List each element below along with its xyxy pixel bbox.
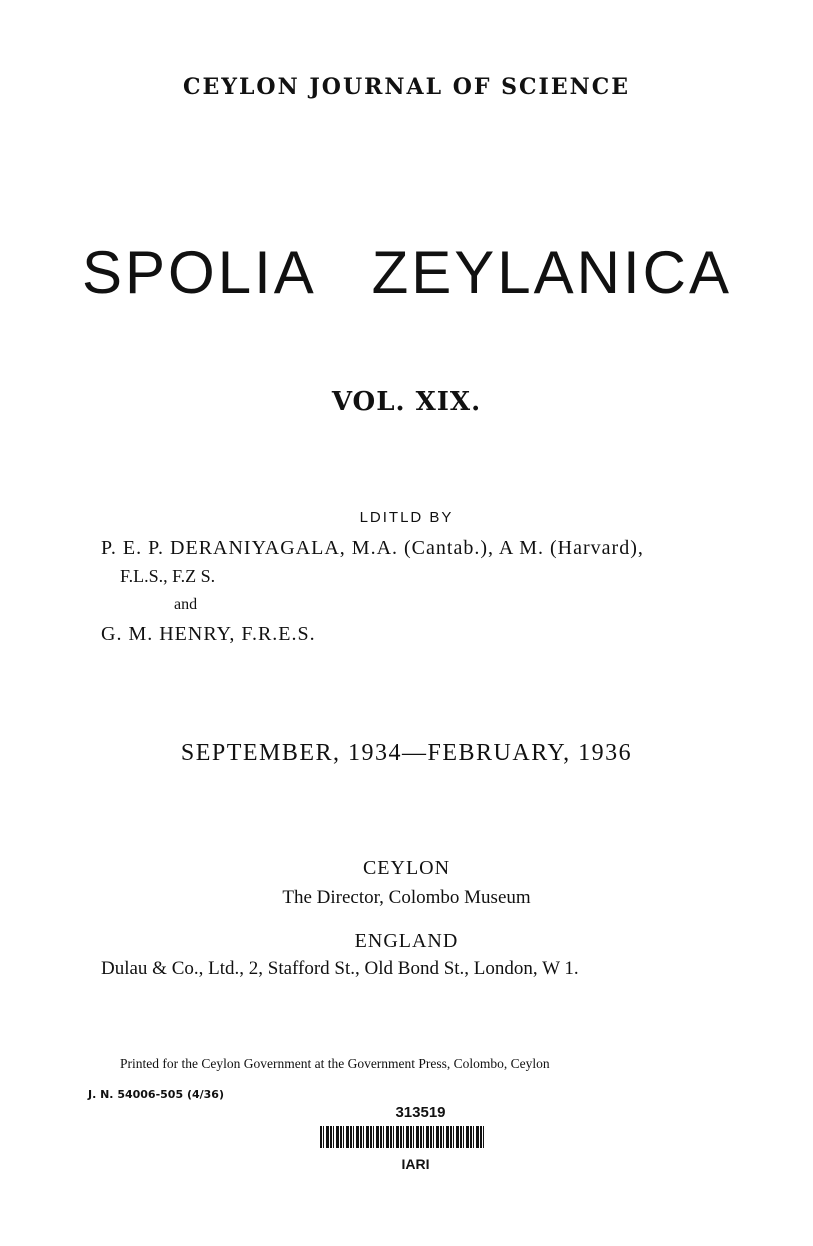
england-heading: ENGLAND — [354, 930, 459, 952]
accession-number: 313519 — [395, 1104, 446, 1121]
editor-secondary-name: G. M. HENRY, F.R.E.S. — [101, 623, 316, 645]
volume-number: VOL. XIX. — [331, 387, 482, 417]
job-number: J. N. 54006-505 (4/36) — [88, 1088, 224, 1101]
ceylon-publisher: The Director, Colombo Museum — [282, 887, 531, 908]
journal-title — [82, 238, 732, 307]
journal-name: CEYLON JOURNAL OF SCIENCE — [182, 74, 631, 100]
editor-primary-qualifications: F.L.S., F.Z S. — [120, 566, 216, 586]
title-word-spolia: SPOLIA — [82, 239, 317, 306]
england-publisher: Dulau & Co., Ltd., 2, Stafford St., Old Bond St., London, W 1. — [101, 958, 579, 979]
edited-by-heading: LDITLD BY — [359, 509, 454, 526]
publication-period: SEPTEMBER, 1934—FEBRUARY, 1936 — [180, 740, 633, 766]
printer-imprint: Printed for the Ceylon Government at the Government Press, Colombo, Ceylon — [120, 1056, 550, 1071]
editor-primary-name: P. E. P. DERANIYAGALA, M.A. (Cantab.), A M. (Harvard), — [101, 537, 644, 559]
barcode-label: IARI — [401, 1156, 430, 1172]
title-word-zeylanica: ZEYLANICA — [371, 239, 732, 306]
ceylon-heading: CEYLON — [362, 857, 451, 879]
editor-conjunction: and — [174, 596, 198, 613]
barcode-image — [320, 1126, 484, 1148]
